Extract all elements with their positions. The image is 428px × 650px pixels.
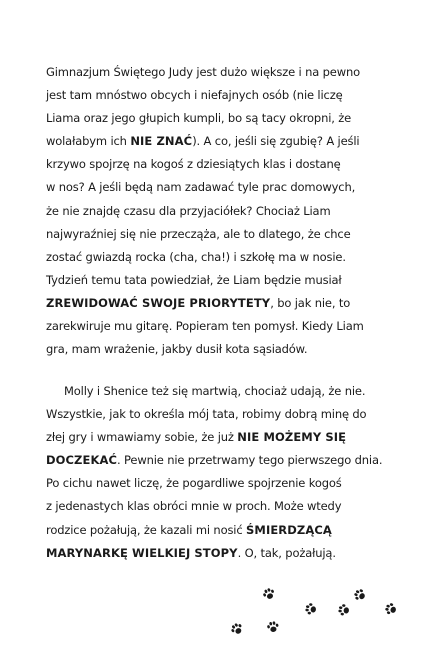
text-line: [46, 542, 386, 565]
text-line: [46, 246, 386, 269]
paw-print-icon: [304, 601, 318, 617]
paw-print-icon: [260, 586, 278, 603]
text-segment: Po cichu nawet liczę, że pogardliwe spojrzenie kogoś: [46, 476, 342, 491]
emphasized-text: NIE MOŻEMY SIĘ: [237, 430, 347, 445]
paw-print-icon: [228, 620, 246, 638]
text-segment: zostać gwiazdą rocka (cha, cha!) i szkołę ma w nosie.: [46, 249, 346, 264]
emphasized-text: DOCZEKAĆ: [46, 453, 118, 468]
text-line: [46, 403, 386, 426]
text-segment: jest tam mnóstwo obcych i niefajnych osób (nie liczę: [46, 88, 343, 103]
text-segment: wolałabym ich: [46, 134, 131, 149]
paw-print-icon: [351, 586, 368, 604]
text-line: [46, 495, 386, 518]
text-segment: Wszystkie, jak to określa mój tata, robimy dobrą minę do: [46, 407, 367, 422]
text-segment: Tydzień temu tata powiedział, że Liam będzie musiał: [46, 272, 342, 287]
text-line: [46, 472, 386, 495]
text-line: [46, 153, 386, 176]
text-segment: Gimnazjum Świętego Judy jest dużo większe i na pewno: [46, 65, 360, 79]
paw-print-icon: [337, 602, 351, 618]
text-line: [46, 61, 386, 84]
paragraph-1: [46, 61, 386, 361]
emphasized-text: ZREWIDOWAĆ SWOJE PRIORYTETY: [46, 295, 271, 310]
text-line: [46, 426, 386, 449]
text-line: [46, 107, 386, 130]
text-line: [46, 200, 386, 223]
text-line: [46, 176, 386, 199]
text-line: [46, 223, 386, 246]
text-segment: rodzice pożałują, że kazali mi nosić: [46, 522, 247, 537]
text-line: [46, 292, 386, 315]
paw-print-icon: [383, 600, 399, 617]
text-segment: . Pewnie nie przetrwamy tego pierwszego dnia.: [117, 453, 383, 468]
text-segment: że nie znajdę czasu dla przyjaciółek? Chociaż Liam: [46, 203, 331, 218]
paw-print-icon: [265, 620, 281, 634]
text-segment: złej gry i wmawiamy sobie, że już: [46, 430, 238, 445]
text-segment: gra, mam wrażenie, jakby dusił kota sąsiadów.: [46, 342, 308, 357]
text-line: [46, 130, 386, 153]
text-segment: . O, tak, pożałują.: [237, 545, 336, 560]
text-segment: , bo jak nie, to: [270, 295, 351, 310]
emphasized-text: MARYNARKĘ WIELKIEJ STOPY: [46, 545, 238, 560]
text-segment: zarekwiruje mu gitarę. Popieram ten pomysł. Kiedy Liam: [46, 319, 364, 334]
text-segment: Liama oraz jego głupich kumpli, bo są tacy okropni, że: [46, 111, 352, 126]
text-segment: krzywo spojrzę na kogoś z dziesiątych klas i dostanę: [46, 157, 341, 172]
text-segment: z jedenastych klas obróci mnie w proch. Może wtedy: [46, 499, 342, 514]
text-segment: Molly i Shenice też się martwią, chociaż udają, że nie.: [64, 384, 366, 398]
text-line: [46, 338, 386, 361]
emphasized-text: ŚMIERDZĄCĄ: [246, 522, 332, 537]
text-line: [46, 519, 386, 542]
text-line: [46, 269, 386, 292]
text-line: [46, 315, 386, 338]
text-line: [46, 449, 386, 472]
text-segment: najwyraźniej się nie przecząża, ale to dlatego, że chce: [46, 226, 351, 241]
emphasized-text: NIE ZNAĆ: [130, 134, 193, 149]
text-segment: ). A co, jeśli się zgubię? A jeśli: [192, 134, 360, 149]
text-line: [46, 84, 386, 107]
text-line: [46, 380, 386, 403]
text-segment: w nos? A jeśli będą nam zadawać tyle prac domowych,: [46, 180, 356, 195]
paragraph-2: [46, 380, 386, 565]
